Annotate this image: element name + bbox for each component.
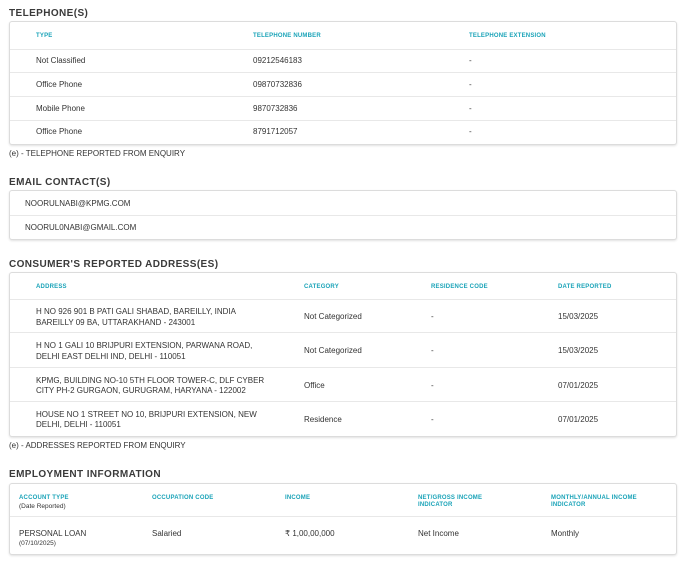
address-category: Not Categorized <box>304 312 362 321</box>
header-telephone-extension: TELEPHONE EXTENSION <box>469 33 546 39</box>
phone-number: 09212546183 <box>253 56 302 65</box>
addresses-title: CONSUMER'S REPORTED ADDRESS(ES) <box>9 259 219 270</box>
row-divider <box>10 120 676 121</box>
telephones-title: TELEPHONE(S) <box>9 8 89 19</box>
employment-frequency: Monthly <box>551 529 580 538</box>
header-net-gross-indicator: NET/GROSS INCOME <box>418 495 483 501</box>
addresses-note: (e) - ADDRESSES REPORTED FROM ENQUIRY <box>9 441 186 450</box>
employment-table <box>9 483 677 555</box>
row-divider <box>10 72 676 73</box>
address-date: 15/03/2025 <box>558 346 599 355</box>
row-divider <box>10 367 676 368</box>
phone-type: Office Phone <box>36 80 83 89</box>
phone-number: 9870732836 <box>253 104 298 113</box>
addresses-table <box>9 272 677 437</box>
row-divider <box>10 401 676 402</box>
phone-type: Office Phone <box>36 127 83 136</box>
employment-date-reported: (07/10/2025) <box>19 540 56 547</box>
employment-income: ₹ 1,00,00,000 <box>285 529 335 538</box>
row-divider <box>10 215 676 216</box>
header-divider <box>10 516 676 517</box>
address-line: DELHI, DELHI - 110051 <box>36 420 121 429</box>
address-line: H NO 926 901 B PATI GALI SHABAD, BAREILLY, INDIA <box>36 307 236 316</box>
address-residence-code: - <box>431 415 434 424</box>
address-line: BAREILLY 09 BA, UTTARAKHAND - 243001 <box>36 318 196 327</box>
employment-income-indicator: Net Income <box>418 529 459 538</box>
phone-extension: - <box>469 56 472 65</box>
email-item: NOORUL0NABI@GMAIL.COM <box>25 223 137 232</box>
email-item: NOORULNABI@KPMG.COM <box>25 199 131 208</box>
address-category: Office <box>304 381 325 390</box>
header-account-subtitle: (Date Reported) <box>19 503 66 510</box>
row-divider <box>10 96 676 97</box>
address-line: HOUSE NO 1 STREET NO 10, BRIJPURI EXTENSION, NEW <box>36 410 257 419</box>
address-line: KPMG, BUILDING NO-10 5TH FLOOR TOWER-C, DLF CYBER <box>36 376 265 385</box>
header-frequency-indicator: MONTHLY/ANNUAL INCOME <box>551 495 637 501</box>
emails-title: EMAIL CONTACT(S) <box>9 177 111 188</box>
address-residence-code: - <box>431 381 434 390</box>
phone-number: 8791712057 <box>253 127 298 136</box>
telephones-note: (e) - TELEPHONE REPORTED FROM ENQUIRY <box>9 149 186 158</box>
header-income: INCOME <box>285 495 311 501</box>
address-date: 15/03/2025 <box>558 312 599 321</box>
header-divider <box>10 299 676 300</box>
employment-title: EMPLOYMENT INFORMATION <box>9 469 161 480</box>
header-address: ADDRESS <box>36 284 67 290</box>
header-type: TYPE <box>36 33 53 39</box>
phone-extension: - <box>469 127 472 136</box>
employment-occupation: Salaried <box>152 529 182 538</box>
employment-account-type: PERSONAL LOAN <box>19 529 87 538</box>
address-category: Not Categorized <box>304 346 362 355</box>
header-occupation-code: OCCUPATION CODE <box>152 495 214 501</box>
address-category: Residence <box>304 415 342 424</box>
address-residence-code: - <box>431 346 434 355</box>
address-line: H NO 1 GALI 10 BRIJPURI EXTENSION, PARWANA ROAD, <box>36 341 253 350</box>
phone-extension: - <box>469 104 472 113</box>
phone-type: Not Classified <box>36 56 86 65</box>
header-date-reported: DATE REPORTED <box>558 284 612 290</box>
address-line: DELHI EAST DELHI IND, DELHI - 110051 <box>36 352 186 361</box>
header-telephone-number: TELEPHONE NUMBER <box>253 33 321 39</box>
emails-list <box>9 190 677 240</box>
header-frequency-indicator-line2: INDICATOR <box>551 502 586 508</box>
address-residence-code: - <box>431 312 434 321</box>
header-account-type: ACCOUNT TYPE <box>19 495 69 501</box>
header-divider <box>10 49 676 50</box>
address-line: CITY PH-2 GURGAON, GURUGRAM, HARYANA - 122002 <box>36 386 246 395</box>
phone-extension: - <box>469 80 472 89</box>
address-date: 07/01/2025 <box>558 415 599 424</box>
phone-number: 09870732836 <box>253 80 302 89</box>
row-divider <box>10 332 676 333</box>
header-net-gross-indicator-line2: INDICATOR <box>418 502 453 508</box>
header-category: CATEGORY <box>304 284 339 290</box>
header-residence-code: RESIDENCE CODE <box>431 284 488 290</box>
telephones-table <box>9 21 677 145</box>
address-date: 07/01/2025 <box>558 381 599 390</box>
phone-type: Mobile Phone <box>36 104 85 113</box>
